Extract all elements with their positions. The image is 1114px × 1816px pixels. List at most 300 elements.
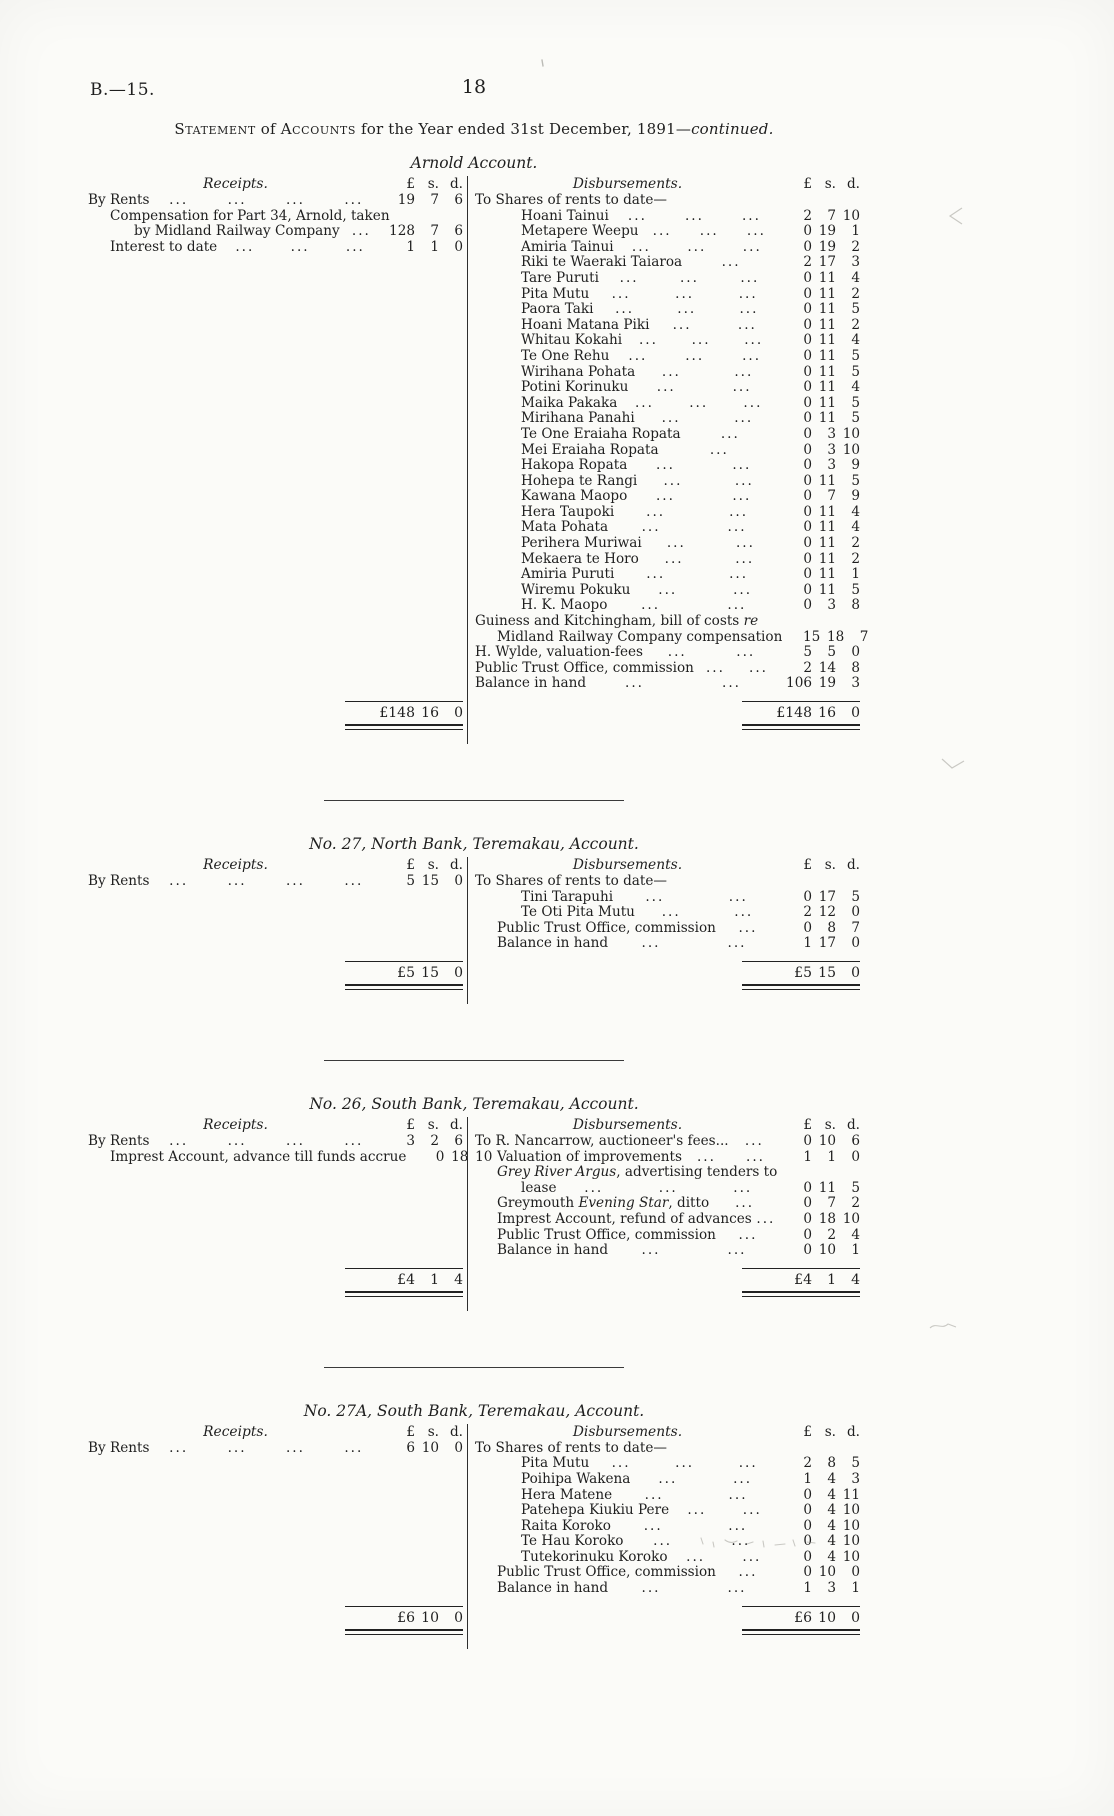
amount-pounds: 0 bbox=[803, 285, 812, 302]
leader-dots: ... bbox=[285, 874, 305, 889]
amount-pence: 10 bbox=[842, 425, 860, 442]
dot-leader bbox=[149, 1134, 383, 1150]
row-label: Valuation of improvements bbox=[497, 1148, 682, 1165]
leader-dots: ... bbox=[735, 536, 755, 552]
leader-dots: ... bbox=[746, 1149, 765, 1165]
total-shillings: 10 bbox=[818, 1609, 836, 1626]
dot-leader bbox=[613, 890, 780, 906]
dot-leader bbox=[614, 567, 780, 583]
amount-pence: 0 bbox=[454, 238, 463, 255]
shillings-abbr: s. bbox=[824, 1116, 836, 1133]
leader-dots: ... bbox=[611, 1456, 631, 1472]
amount-columns bbox=[780, 1503, 860, 1519]
leader-dots: ... bbox=[663, 473, 683, 489]
amount-shillings: 11 bbox=[818, 535, 836, 552]
dot-leader bbox=[639, 552, 780, 568]
leader-dots: ... bbox=[728, 889, 748, 905]
amount-shillings: 11 bbox=[818, 472, 836, 489]
ledger-row bbox=[88, 1148, 493, 1166]
amount-pounds: 0 bbox=[803, 316, 812, 333]
row-label: Pita Mutu bbox=[521, 285, 590, 302]
ledger-row bbox=[475, 365, 860, 381]
account-title: Arnold Account. bbox=[410, 154, 538, 172]
amount-columns bbox=[780, 333, 860, 349]
total-rule bbox=[345, 701, 463, 702]
ledger-row bbox=[475, 552, 860, 568]
ledger-row bbox=[475, 1441, 860, 1457]
leader-dots: ... bbox=[344, 1440, 364, 1456]
row-label: Poihipa Wakena bbox=[521, 1470, 631, 1487]
leader-dots: ... bbox=[627, 208, 647, 224]
amount-pence: 4 bbox=[851, 503, 860, 520]
amount-pence: 5 bbox=[851, 581, 860, 598]
ledger-row bbox=[475, 271, 860, 287]
dot-leader bbox=[614, 240, 780, 256]
receipts-column bbox=[88, 1424, 467, 1649]
amount-pence: 10 bbox=[842, 1517, 860, 1534]
ledger-row bbox=[475, 1228, 860, 1244]
row-label: By Rents bbox=[88, 192, 150, 208]
ledger-row bbox=[88, 874, 463, 890]
money-column-headers bbox=[383, 176, 463, 192]
amount-shillings: 8 bbox=[827, 1455, 836, 1472]
leader-dots: ... bbox=[732, 489, 752, 505]
amount-pounds: 1 bbox=[406, 238, 415, 255]
amount-pence: 0 bbox=[851, 935, 860, 952]
amount-pounds: 0 bbox=[803, 550, 812, 567]
amount-shillings: 18 bbox=[818, 1210, 836, 1227]
leader-dots: ... bbox=[641, 936, 661, 952]
ledger-row bbox=[475, 1212, 860, 1228]
total-rule bbox=[742, 1268, 860, 1269]
row-label: Whitau Kokahi bbox=[521, 332, 623, 349]
amount-pounds: 106 bbox=[786, 675, 812, 692]
dot-leader bbox=[608, 936, 780, 952]
amount-shillings: 10 bbox=[818, 1132, 836, 1149]
shillings-abbr: s. bbox=[824, 857, 836, 873]
total-shillings: 10 bbox=[421, 1609, 439, 1626]
row-label: By Rents bbox=[88, 873, 150, 889]
leader-dots: ... bbox=[742, 239, 762, 255]
leader-dots: ... bbox=[696, 1149, 716, 1165]
amount-shillings: 2 bbox=[430, 1132, 439, 1149]
amount-shillings: 10 bbox=[421, 1439, 439, 1456]
amount-pence: 5 bbox=[851, 301, 860, 318]
amount-columns bbox=[780, 567, 860, 583]
receipts-column bbox=[88, 857, 467, 1004]
section-separator bbox=[324, 1060, 624, 1061]
amount-pounds: 0 bbox=[803, 363, 812, 380]
total-pence: 0 bbox=[851, 705, 860, 721]
receipts-column bbox=[88, 176, 467, 744]
column-total bbox=[742, 701, 860, 730]
label-segment: Guiness and Kitchingham, bill of costs bbox=[475, 613, 744, 630]
row-label: Mekaera te Horo bbox=[521, 550, 639, 567]
amount-columns bbox=[780, 287, 860, 303]
amount-shillings: 7 bbox=[827, 207, 836, 224]
leader-dots: ... bbox=[645, 889, 665, 905]
leader-dots: ... bbox=[169, 874, 189, 889]
ledger-row bbox=[475, 1472, 860, 1488]
total-shillings: 1 bbox=[430, 1271, 439, 1288]
leader-dots: ... bbox=[691, 333, 711, 349]
leader-dots: ... bbox=[744, 1133, 764, 1149]
leader-dots: ... bbox=[728, 1487, 748, 1503]
amount-pounds: 0 bbox=[803, 1548, 812, 1565]
amount-shillings: 11 bbox=[818, 332, 836, 349]
amount-shillings: 11 bbox=[818, 316, 836, 333]
amount-pence: 10 bbox=[475, 1148, 493, 1165]
total-pounds: £5 bbox=[397, 964, 415, 981]
leader-dots: ... bbox=[661, 411, 681, 427]
leader-dots: ... bbox=[738, 286, 758, 302]
column-header bbox=[475, 857, 860, 873]
amount-columns bbox=[780, 1228, 860, 1244]
amount-shillings: 19 bbox=[818, 238, 836, 255]
amount-pounds: 3 bbox=[406, 1132, 415, 1149]
leader-dots: ... bbox=[733, 1180, 753, 1196]
dot-leader bbox=[586, 676, 780, 692]
amount-pounds: 0 bbox=[803, 410, 812, 427]
account-title: No. 26, South Bank, Teremakau, Account. bbox=[309, 1094, 639, 1113]
total-amount bbox=[742, 1272, 860, 1288]
total-shillings: 16 bbox=[421, 705, 439, 721]
row-label: Public Trust Office, commission bbox=[497, 1564, 716, 1581]
amount-columns bbox=[780, 443, 860, 459]
amount-columns bbox=[780, 661, 860, 677]
ledger-row bbox=[88, 1134, 463, 1150]
total-rule bbox=[742, 961, 860, 962]
amount-shillings: 4 bbox=[827, 1486, 836, 1503]
amount-pence: 4 bbox=[851, 1226, 860, 1243]
leader-dots: ... bbox=[344, 1133, 364, 1149]
leader-dots: ... bbox=[732, 458, 752, 474]
amount-columns bbox=[780, 255, 860, 271]
leader-dots: ... bbox=[584, 1180, 604, 1196]
amount-columns bbox=[780, 1565, 860, 1581]
ledger-row bbox=[475, 255, 860, 271]
amount-columns bbox=[780, 1134, 860, 1150]
amount-shillings: 11 bbox=[818, 503, 836, 520]
amount-columns bbox=[780, 1472, 860, 1488]
leader-dots: ... bbox=[721, 255, 741, 271]
row-label: Te Hau Koroko bbox=[521, 1533, 624, 1550]
leader-dots: ... bbox=[641, 598, 661, 614]
amount-pounds: 0 bbox=[803, 566, 812, 583]
amount-columns bbox=[780, 1181, 860, 1197]
row-label: Balance in hand bbox=[475, 675, 587, 692]
amount-pounds: 0 bbox=[803, 1502, 812, 1519]
pence-abbr: d. bbox=[846, 1423, 860, 1440]
leader-dots: ... bbox=[653, 1534, 673, 1550]
row-label: Imprest Account, refund of advances bbox=[497, 1210, 752, 1227]
row-label: By Rents bbox=[88, 1439, 150, 1456]
dot-leader bbox=[628, 380, 780, 396]
shillings-abbr: s. bbox=[427, 857, 439, 873]
row-label: Public Trust Office, commission bbox=[497, 919, 716, 936]
amount-columns bbox=[780, 583, 860, 599]
dot-leader bbox=[627, 489, 780, 505]
ledger-row bbox=[475, 1243, 860, 1259]
pound-sign: £ bbox=[803, 857, 812, 873]
amount-pounds: 0 bbox=[803, 457, 812, 474]
ledger-row bbox=[475, 1488, 860, 1504]
row-label: Mei Eraiaha Ropata bbox=[521, 441, 659, 458]
row-label: Metapere Weepu bbox=[521, 223, 639, 240]
total-double-rule bbox=[345, 1629, 463, 1635]
total-shillings: 15 bbox=[421, 964, 439, 981]
leader-dots: ... bbox=[628, 348, 648, 364]
leader-dots: ... bbox=[734, 411, 754, 427]
dot-leader bbox=[630, 583, 780, 599]
amount-shillings: 5 bbox=[827, 644, 836, 661]
leader-dots: ... bbox=[644, 1487, 664, 1503]
amount-columns bbox=[780, 1456, 860, 1472]
dot-leader bbox=[149, 193, 383, 209]
ledger-row bbox=[475, 427, 860, 443]
dot-leader bbox=[752, 1212, 780, 1228]
amount-pence: 6 bbox=[851, 1132, 860, 1149]
leader-dots: ... bbox=[169, 1133, 189, 1149]
dot-leader bbox=[614, 505, 780, 521]
leader-dots: ... bbox=[677, 302, 697, 318]
amount-columns bbox=[780, 505, 860, 521]
row-label: Amiria Tainui bbox=[521, 238, 614, 255]
row-label: Balance in hand bbox=[497, 1242, 609, 1259]
total-rule bbox=[742, 701, 860, 702]
column-header bbox=[475, 1424, 860, 1440]
page-content bbox=[88, 74, 869, 1649]
leader-dots: ... bbox=[735, 551, 755, 567]
leader-dots: ... bbox=[739, 302, 759, 318]
total-pounds: £4 bbox=[794, 1271, 812, 1288]
amount-columns bbox=[780, 240, 860, 256]
leader-dots: ... bbox=[227, 193, 247, 208]
dot-leader bbox=[612, 1488, 780, 1504]
ledger-row bbox=[475, 645, 860, 661]
dot-leader bbox=[622, 333, 780, 349]
ledger-row bbox=[475, 520, 860, 536]
ledger-row bbox=[475, 396, 860, 412]
amount-shillings: 17 bbox=[818, 935, 836, 952]
leader-dots: ... bbox=[658, 1471, 678, 1487]
row-label: H. K. Maopo bbox=[521, 597, 608, 614]
dot-leader bbox=[609, 209, 780, 225]
statement-title bbox=[88, 120, 860, 138]
leader-dots: ... bbox=[344, 874, 364, 889]
leader-dots: ... bbox=[709, 442, 729, 458]
row-label: To Shares of rents to date— bbox=[475, 1439, 667, 1456]
ledger-row bbox=[475, 349, 860, 365]
dot-leader bbox=[340, 224, 383, 240]
row-label: H. Wylde, valuation-fees bbox=[475, 644, 644, 661]
amount-pence: 5 bbox=[851, 888, 860, 905]
amount-columns bbox=[780, 318, 860, 334]
amount-shillings: 17 bbox=[818, 888, 836, 905]
amount-shillings: 11 bbox=[818, 363, 836, 380]
total-rule bbox=[345, 1268, 463, 1269]
leader-dots: ... bbox=[689, 395, 709, 411]
label-segment: Grey River Argus bbox=[497, 1164, 617, 1181]
dot-leader bbox=[694, 661, 780, 677]
amount-pence: 6 bbox=[454, 192, 463, 208]
leader-dots: ... bbox=[652, 224, 672, 240]
leader-dots: ... bbox=[699, 224, 719, 240]
ledger-row bbox=[475, 1196, 860, 1212]
account-title: No. 27, North Bank, Teremakau, Account. bbox=[309, 835, 639, 853]
leader-dots: ... bbox=[664, 551, 684, 567]
ledger-row bbox=[475, 489, 860, 505]
amount-shillings: 4 bbox=[827, 1548, 836, 1565]
row-label: Tutekorinuku Koroko bbox=[521, 1548, 668, 1565]
ledger-row bbox=[475, 458, 860, 474]
dot-leader bbox=[608, 1581, 780, 1597]
label-segment: re bbox=[743, 613, 759, 630]
amount-pounds: 0 bbox=[803, 1517, 812, 1534]
total-pounds: £6 bbox=[794, 1609, 812, 1626]
leader-dots: ... bbox=[643, 1518, 663, 1534]
amount-shillings: 18 bbox=[451, 1148, 469, 1165]
row-label: Public Trust Office, commission bbox=[475, 659, 694, 676]
amount-pence: 6 bbox=[454, 1132, 463, 1149]
amount-columns bbox=[780, 1488, 860, 1504]
column-total bbox=[742, 961, 860, 990]
amount-shillings: 7 bbox=[827, 1195, 836, 1212]
disbursements-column bbox=[467, 176, 869, 744]
ledger-row bbox=[475, 661, 860, 677]
amount-columns bbox=[383, 874, 463, 890]
row-label: Kawana Maopo bbox=[521, 488, 628, 505]
amount-shillings: 11 bbox=[818, 519, 836, 536]
row-label: Perihera Muriwai bbox=[521, 535, 642, 552]
pence-abbr: d. bbox=[846, 1116, 860, 1133]
ledger-row bbox=[88, 193, 463, 209]
total-shillings: 16 bbox=[818, 705, 836, 721]
ledger-row bbox=[88, 240, 463, 256]
shillings-abbr: s. bbox=[427, 176, 439, 192]
label-segment: Greymouth bbox=[497, 1195, 579, 1212]
disbursements-column bbox=[467, 1117, 860, 1311]
amount-pence: 2 bbox=[851, 285, 860, 302]
leader-dots: ... bbox=[611, 286, 631, 302]
ledger-row bbox=[475, 209, 860, 225]
amount-columns bbox=[780, 1581, 860, 1597]
amount-shillings: 11 bbox=[818, 379, 836, 396]
disbursements-heading: Disbursements. bbox=[572, 1116, 683, 1133]
leader-dots: ... bbox=[227, 874, 247, 889]
leader-dots: ... bbox=[734, 364, 754, 380]
leader-dots: ... bbox=[735, 1196, 755, 1212]
account-section bbox=[88, 1095, 860, 1311]
receipts-heading: Receipts. bbox=[203, 1423, 268, 1440]
column-total bbox=[345, 1268, 463, 1297]
amount-pence: 6 bbox=[454, 223, 463, 240]
row-label: Wiremu Pokuku bbox=[521, 581, 631, 598]
leader-dots: ... bbox=[722, 676, 741, 692]
column-header bbox=[475, 176, 860, 192]
leader-dots: ... bbox=[756, 1211, 776, 1227]
ledger-row bbox=[475, 380, 860, 396]
leader-dots: ... bbox=[732, 380, 752, 396]
ledger-row bbox=[475, 583, 860, 599]
row-label: by Midland Railway Company bbox=[134, 223, 340, 240]
leader-dots: ... bbox=[227, 1440, 247, 1456]
amount-pence: 4 bbox=[851, 269, 860, 286]
amount-pounds: 6 bbox=[406, 1439, 415, 1456]
amount-shillings: 7 bbox=[827, 488, 836, 505]
amount-pence: 1 bbox=[851, 1242, 860, 1259]
dot-leader bbox=[637, 474, 780, 490]
column-header bbox=[88, 857, 463, 873]
row-label: Imprest Account, advance till funds accrue bbox=[110, 1148, 407, 1165]
amount-pounds: 0 bbox=[803, 519, 812, 536]
leader-dots: ... bbox=[720, 426, 740, 442]
amount-shillings: 4 bbox=[827, 1533, 836, 1550]
shillings-abbr: s. bbox=[427, 1116, 439, 1133]
money-column-headers bbox=[383, 857, 463, 873]
stray-ink-speck bbox=[538, 58, 548, 70]
column-total bbox=[345, 961, 463, 990]
dot-leader bbox=[635, 905, 780, 921]
total-pence: 0 bbox=[851, 1609, 860, 1626]
amount-columns bbox=[383, 1134, 463, 1150]
leader-dots: ... bbox=[625, 676, 644, 692]
total-shillings: 1 bbox=[827, 1271, 836, 1288]
receipts-heading: Receipts. bbox=[203, 176, 268, 192]
leader-dots: ... bbox=[646, 504, 666, 520]
amount-shillings: 3 bbox=[827, 441, 836, 458]
amount-pence: 7 bbox=[851, 919, 860, 936]
amount-columns bbox=[780, 427, 860, 443]
dot-leader bbox=[659, 443, 780, 459]
row-label: Patehepa Kiukiu Pere bbox=[521, 1502, 670, 1519]
amount-pence: 10 bbox=[842, 207, 860, 224]
ledger-row bbox=[475, 1134, 860, 1150]
receipts-heading: Receipts. bbox=[203, 857, 268, 873]
ledger-row bbox=[475, 614, 860, 630]
amount-columns bbox=[780, 1243, 860, 1259]
leader-dots: ... bbox=[727, 1581, 747, 1597]
dot-leader bbox=[682, 255, 780, 271]
dot-leader bbox=[608, 1243, 780, 1259]
row-label: To R. Nancarrow, auctioneer's fees... bbox=[475, 1132, 729, 1149]
leader-dots: ... bbox=[687, 239, 707, 255]
row-label: Mata Pohata bbox=[521, 519, 609, 536]
row-label: Interest to date bbox=[110, 238, 218, 255]
total-pence: 0 bbox=[454, 1609, 463, 1626]
leader-dots: ... bbox=[351, 224, 371, 240]
leader-dots: ... bbox=[733, 1471, 753, 1487]
amount-pounds: 5 bbox=[406, 873, 415, 889]
leader-dots: ... bbox=[742, 1503, 762, 1519]
amount-pence: 8 bbox=[851, 659, 860, 676]
leader-dots: ... bbox=[345, 239, 365, 255]
dot-leader bbox=[649, 318, 780, 334]
amount-shillings: 11 bbox=[818, 566, 836, 583]
amount-columns bbox=[780, 1212, 860, 1228]
ledger-row bbox=[475, 474, 860, 490]
account-section bbox=[88, 154, 869, 744]
title-segment: continued. bbox=[691, 120, 774, 138]
ledger-row bbox=[475, 536, 860, 552]
total-pence: 4 bbox=[454, 1271, 463, 1288]
amount-pounds: 0 bbox=[803, 301, 812, 318]
amount-pence: 5 bbox=[851, 363, 860, 380]
amount-pence: 7 bbox=[859, 628, 869, 645]
amount-pounds: 0 bbox=[435, 1148, 445, 1165]
ledger-row bbox=[88, 224, 463, 240]
amount-pounds: 1 bbox=[803, 1470, 812, 1487]
